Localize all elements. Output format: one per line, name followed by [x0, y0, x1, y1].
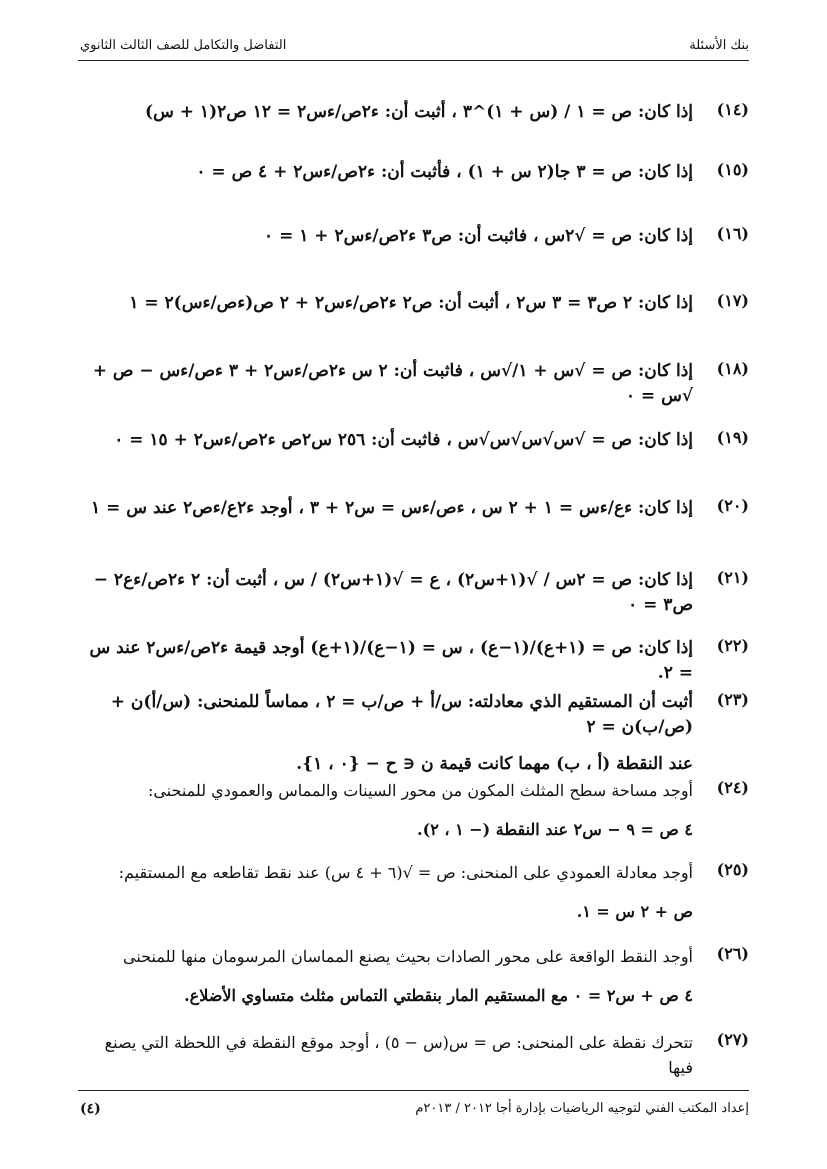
question-text: إذا كان: ءع/ءس = ١ + ٢ س ، ءص/ءس = س٢ + ٣ ، أوجد ء٢ع/ءص٢ عند س = ١ — [91, 498, 693, 518]
question-text: إذا كان: ص = ١ / (س + ١)^٣ ، أثبت أن: ء٢ص/ءس٢ = ١٢ ص٢(١ + س) — [145, 102, 693, 122]
question-27 — [78, 1030, 749, 1080]
question-22 — [78, 636, 749, 686]
question-17 — [78, 291, 749, 316]
question-text: تتحرك نقطة على المنحنى: ص = س(س − ٥) ، أوجد موقع النقطة في اللحظة التي يصنع فيها — [104, 1033, 693, 1077]
header-title: بنك الأسئلة — [689, 38, 749, 53]
question-text — [78, 778, 693, 842]
question-line-1: أثبت أن المستقيم الذي معادلته: س/أ + ص/ب = ٢ ، مماساً للمنحنى: (س/أ)ن + (ص/ب)ن = ٢ — [110, 692, 693, 737]
question-21 — [78, 568, 749, 618]
question-16 — [78, 224, 749, 249]
question-line-2: ٤ ص = ٩ − س٢ عند النقطة (− ١ ، ٢). — [417, 820, 693, 839]
question-24 — [78, 778, 749, 842]
question-list — [78, 78, 749, 1078]
question-number: (١٦) — [716, 224, 749, 243]
question-number: (١٧) — [716, 291, 749, 310]
question-line-2: عند النقطة (أ ، ب) مهما كانت قيمة ن ∈ ح − {٠ ، ١}. — [296, 754, 693, 774]
question-text — [78, 944, 693, 1008]
question-number: (١٨) — [716, 359, 749, 378]
question-number: (١٥) — [716, 160, 749, 179]
question-line-1: أوجد مساحة سطح المثلث المكون من محور السينات والمماس والعمودي للمنحنى: — [147, 781, 693, 800]
page-header — [0, 0, 827, 60]
question-20 — [78, 496, 749, 521]
page-number: (٤) — [80, 1101, 101, 1117]
question-text: إذا كان: ص = √٢س ، فاثبت أن: ص٣ ء٢ص/ءس٢ + ١ = ٠ — [264, 226, 693, 246]
question-number: (٢٧) — [716, 1030, 749, 1049]
question-number: (٢٥) — [716, 860, 749, 879]
question-26 — [78, 944, 749, 1008]
question-15 — [78, 160, 749, 185]
question-19 — [78, 428, 749, 453]
question-text — [78, 860, 693, 924]
question-line-1: أوجد النقط الواقعة على محور الصادات بحيث يصنع المماسان المرسومان منها للمنحنى — [123, 947, 693, 966]
question-text: إذا كان: ص = (١+ع)/(١−ع) ، س = (١−ع)/(١+ع) أوجد قيمة ء٢ص/ءس٢ عند س = ٢. — [89, 638, 693, 683]
question-25 — [78, 860, 749, 924]
question-line-1: أوجد معادلة العمودي على المنحنى: ص = √(٦ + ٤ س) عند نقط تقاطعه مع المستقيم: — [118, 863, 693, 882]
footer-credit: إعداد المكتب الفني لتوجيه الرياضيات بإدارة أجا ٢٠١٢ / ٢٠١٣م — [415, 1101, 749, 1116]
question-number: (٢٤) — [716, 778, 749, 797]
question-number: (٢١) — [716, 568, 749, 587]
question-text: إذا كان: ص = √س + ١/√س ، فاثبت أن: ٢ س ء٢ص/ءس٢ + ٣ ءص/ءس − ص + √س = ٠ — [92, 361, 693, 406]
header-divider — [78, 60, 749, 61]
question-14 — [78, 100, 749, 125]
question-18 — [78, 359, 749, 409]
question-text: إذا كان: ص = ٣ جا(٢ س + ١) ، فأثبت أن: ء٢ص/ءس٢ + ٤ ص = ٠ — [196, 162, 693, 182]
question-text: إذا كان: ص = ٢س / √(١+س٢) ، ع = √(١+س٢) / س ، أثبت أن: ٢ ء٢ص/ءع٢ − ص٣ = ٠ — [93, 570, 693, 615]
question-23 — [78, 690, 749, 777]
footer-divider — [78, 1090, 749, 1091]
question-line-2: ص + ٢ س = ١. — [576, 902, 693, 921]
question-number: (٢٣) — [716, 690, 749, 709]
header-subject: التفاضل والتكامل للصف الثالث الثانوي — [80, 38, 287, 53]
question-number: (٢٠) — [716, 496, 749, 515]
question-number: (٢٦) — [716, 944, 749, 963]
question-number: (٢٢) — [716, 636, 749, 655]
question-text: إذا كان: ص = √س√س√س√س ، فاثبت أن: ٢٥٦ س٢ص ء٢ص/ءس٢ + ١٥ = ٠ — [114, 430, 693, 450]
question-text — [78, 690, 693, 777]
question-number: (١٤) — [716, 100, 749, 119]
question-text: إذا كان: ٢ ص٣ = ٣ س٢ ، أثبت أن: ص٢ ء٢ص/ءس٢ + ٢ ص(ءص/ءس)٢ = ١ — [129, 293, 693, 313]
question-number: (١٩) — [716, 428, 749, 447]
question-line-2: ٤ ص + س٢ = ٠ مع المستقيم المار بنقطتي التماس مثلث متساوي الأضلاع. — [184, 986, 693, 1005]
